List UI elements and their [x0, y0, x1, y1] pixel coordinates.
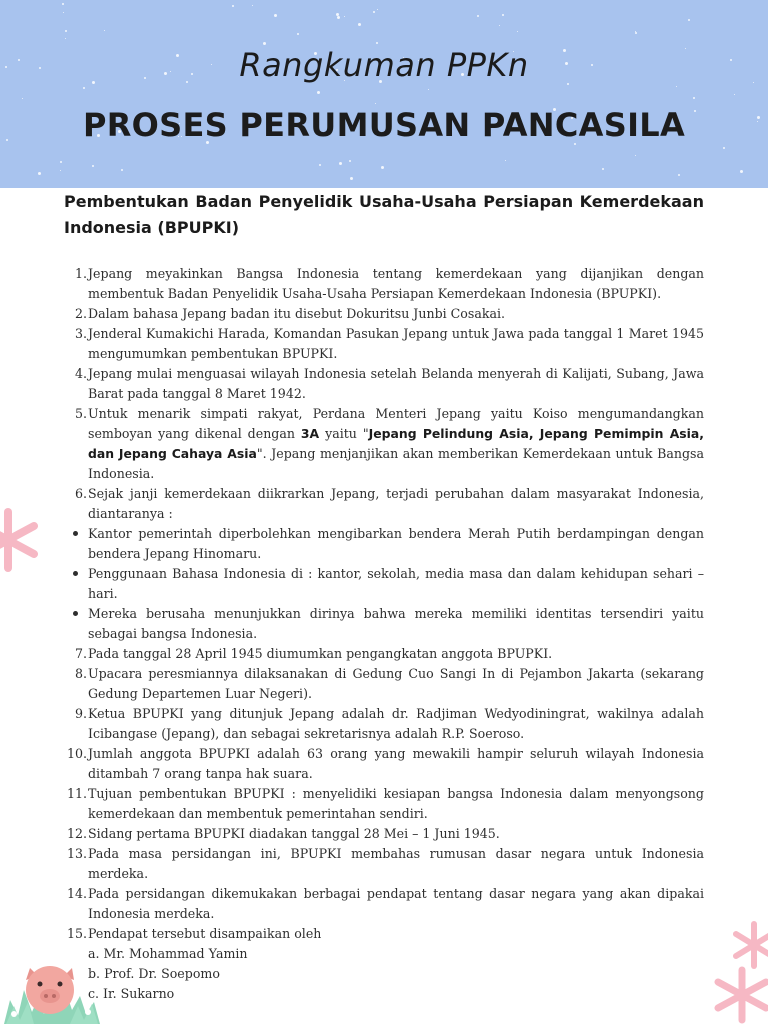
snow-speck — [502, 14, 504, 16]
snow-speck — [676, 86, 677, 87]
snow-speck — [734, 94, 735, 95]
item-text: Pada masa persidangan ini, BPUPKI membahas rumusan dasar negara untuk Indonesia merdeka. — [88, 846, 704, 881]
item-text: Jepang meyakinkan Bangsa Indonesia tentang kemerdekaan yang dijanjikan dengan membentuk Badan Penyelidik Usaha-Usaha Persiapan Kemerdekaan Indonesia (BPUPKI). — [88, 266, 704, 301]
snow-speck — [263, 42, 266, 45]
item-number: 14. — [66, 886, 87, 901]
snow-speck — [602, 168, 604, 170]
snow-speck — [723, 147, 725, 149]
list-item — [64, 264, 704, 304]
snow-speck — [344, 16, 345, 17]
pig-illustration-icon — [0, 950, 104, 1024]
snow-speck — [349, 160, 351, 162]
snow-speck — [339, 162, 342, 165]
list-item — [64, 784, 704, 824]
list-item — [64, 744, 704, 784]
pink-asterisk-icon — [712, 966, 768, 1024]
item-number: 15. — [66, 926, 87, 941]
list-item — [64, 324, 704, 364]
item-number: 10. — [66, 746, 87, 761]
item-text: Dalam bahasa Jepang badan itu disebut Dokuritsu Junbi Cosakai. — [88, 306, 506, 321]
motto-3a: 3A — [300, 426, 320, 441]
snow-speck — [358, 23, 361, 26]
snow-speck — [60, 170, 61, 171]
snow-speck — [65, 30, 67, 32]
snow-speck — [375, 103, 376, 104]
item-number: 9. — [74, 706, 87, 721]
snow-speck — [62, 3, 64, 5]
item-text: Untuk menarik simpati rakyat, Perdana Menteri Jepang yaitu Koiso mengumandangkan semboyan yang dikenal dengan — [88, 406, 704, 441]
item-text: Jenderal Kumakichi Harada, Komandan Pasukan Jepang untuk Jawa pada tanggal 1 Maret 1945 mengumumkan pembentukan BPUPKI. — [88, 326, 704, 361]
snow-speck — [350, 177, 353, 180]
snow-speck — [428, 89, 429, 90]
snow-speck — [635, 32, 637, 34]
item-text: Upacara peresmiannya dilaksanakan di Gedung Cuo Sangi In di Pejambon Jakarta (sekarang Gedung Departemen Luar Negeri). — [88, 666, 704, 701]
item-text: Ketua BPUPKI yang ditunjuk Jepang adalah dr. Radjiman Wedyodiningrat, wakilnya adalah Icibangase (Jepang), dan sebagai sekretarisnya adalah R.P. Soeroso. — [88, 706, 704, 741]
list-item — [64, 484, 704, 524]
snow-speck — [60, 161, 62, 163]
list-item — [64, 364, 704, 404]
item-text: Pendapat tersebut disampaikan oleh — [88, 926, 322, 941]
item-text: Pada persidangan dikemukakan berbagai pendapat tentang dasar negara yang akan dipakai Indonesia merdeka. — [88, 886, 704, 921]
snow-speck — [517, 31, 518, 32]
bullet-item — [64, 604, 704, 644]
snow-speck — [337, 16, 340, 19]
snow-speck — [274, 14, 277, 17]
snow-speck — [336, 13, 339, 16]
item-text: Jepang mulai menguasai wilayah Indonesia setelah Belanda menyerah di Kalijati, Subang, Jawa Barat pada tanggal 8 Maret 1942. — [88, 366, 704, 401]
page-subtitle: Rangkuman PPKn — [239, 46, 529, 84]
item-text: Sejak janji kemerdekaan diikrarkan Jepang, terjadi perubahan dalam masyarakat Indonesia, diantaranya : — [88, 486, 704, 521]
item-text: Tujuan pembentukan BPUPKI : menyelidiki kesiapan bangsa Indonesia dalam menyongsong kemerdekaan dan membentuk pemerintahan sendiri. — [88, 786, 704, 821]
item-text: Pada tanggal 28 April 1945 diumumkan pengangkatan anggota BPUPKI. — [88, 646, 553, 661]
bullet-text: Kantor pemerintah diperbolehkan mengibarkan bendera Merah Putih berdampingan dengan bendera Jepang Hinomaru. — [88, 526, 704, 561]
snow-speck — [373, 11, 375, 13]
item-number: 5. — [74, 406, 87, 421]
item-number: 11. — [66, 786, 87, 801]
snow-speck — [377, 9, 378, 10]
item-number: 3. — [74, 326, 87, 341]
item-number: 8. — [74, 666, 87, 681]
bullet-icon — [73, 571, 78, 576]
snow-speck — [499, 25, 500, 26]
motto-text: Jepang Pelindung Asia, Jepang Pemimpin Asia, dan Jepang Cahaya Asia — [88, 426, 704, 461]
item-text: ". Jepang menjanjikan akan memberikan Kemerdekaan untuk Bangsa Indonesia. — [88, 446, 704, 481]
item-text: Jumlah anggota BPUPKI adalah 63 orang yang mewakili hampir seluruh wilayah Indonesia ditambah 7 orang tanpa hak suara. — [88, 746, 704, 781]
item-number: 6. — [74, 486, 87, 501]
snow-speck — [505, 160, 506, 161]
snow-speck — [65, 38, 66, 39]
list-item — [64, 884, 704, 924]
snow-speck — [252, 5, 253, 6]
snow-speck — [688, 19, 690, 21]
item-number: 7. — [74, 646, 87, 661]
list-item — [64, 304, 704, 324]
snow-speck — [319, 164, 321, 166]
snow-speck — [83, 87, 85, 89]
snow-speck — [63, 12, 64, 13]
pink-asterisk-icon — [0, 508, 40, 572]
item-number: 2. — [74, 306, 87, 321]
item-number: 1. — [74, 266, 87, 281]
snow-speck — [678, 174, 680, 176]
snow-speck — [104, 30, 105, 31]
list-item — [64, 704, 704, 744]
list-item — [64, 824, 704, 844]
bullet-icon — [73, 611, 78, 616]
summary-list — [64, 264, 704, 1004]
snow-speck — [635, 155, 636, 156]
bullet-text: Penggunaan Bahasa Indonesia di : kantor, sekolah, media masa dan dalam kehidupan sehari – hari. — [88, 566, 704, 601]
header-banner — [0, 0, 768, 188]
bullet-icon — [73, 531, 78, 536]
item-number: 4. — [74, 366, 87, 381]
snow-speck — [232, 5, 234, 7]
snow-speck — [22, 98, 23, 99]
section-heading: Pembentukan Badan Penyelidik Usaha-Usaha Persiapan Kemerdekaan Indonesia (BPUPKI) — [64, 192, 704, 237]
sub-item: b. Prof. Dr. Soepomo — [88, 966, 220, 981]
snow-speck — [297, 33, 299, 35]
list-item — [64, 844, 704, 884]
sub-item: a. Mr. Mohammad Yamin — [88, 946, 248, 961]
pink-asterisk-icon — [730, 920, 768, 970]
list-item — [64, 924, 704, 944]
snow-speck — [381, 166, 384, 169]
snow-speck — [477, 15, 479, 17]
list-item — [64, 664, 704, 704]
list-item — [64, 644, 704, 664]
bullet-text: Mereka berusaha menunjukkan dirinya bahwa mereka memiliki identitas tersendiri yaitu sebagai bangsa Indonesia. — [88, 606, 704, 641]
sub-item: c. Ir. Sukarno — [88, 986, 175, 1001]
snow-speck — [740, 170, 743, 173]
page-title: PROSES PERUMUSAN PANCASILA — [82, 106, 686, 144]
list-item — [64, 404, 704, 484]
item-text: Sidang pertama BPUPKI diadakan tanggal 28 Mei – 1 Juni 1945. — [88, 826, 500, 841]
item-number: 12. — [66, 826, 87, 841]
bullet-item — [64, 524, 704, 564]
bullet-item — [64, 564, 704, 604]
snow-speck — [376, 42, 378, 44]
snow-speck — [121, 169, 123, 171]
snow-speck — [317, 91, 320, 94]
snow-speck — [38, 172, 41, 175]
snow-speck — [92, 165, 94, 167]
item-text: yaitu " — [319, 426, 369, 441]
snow-speck — [693, 97, 695, 99]
item-number: 13. — [66, 846, 87, 861]
